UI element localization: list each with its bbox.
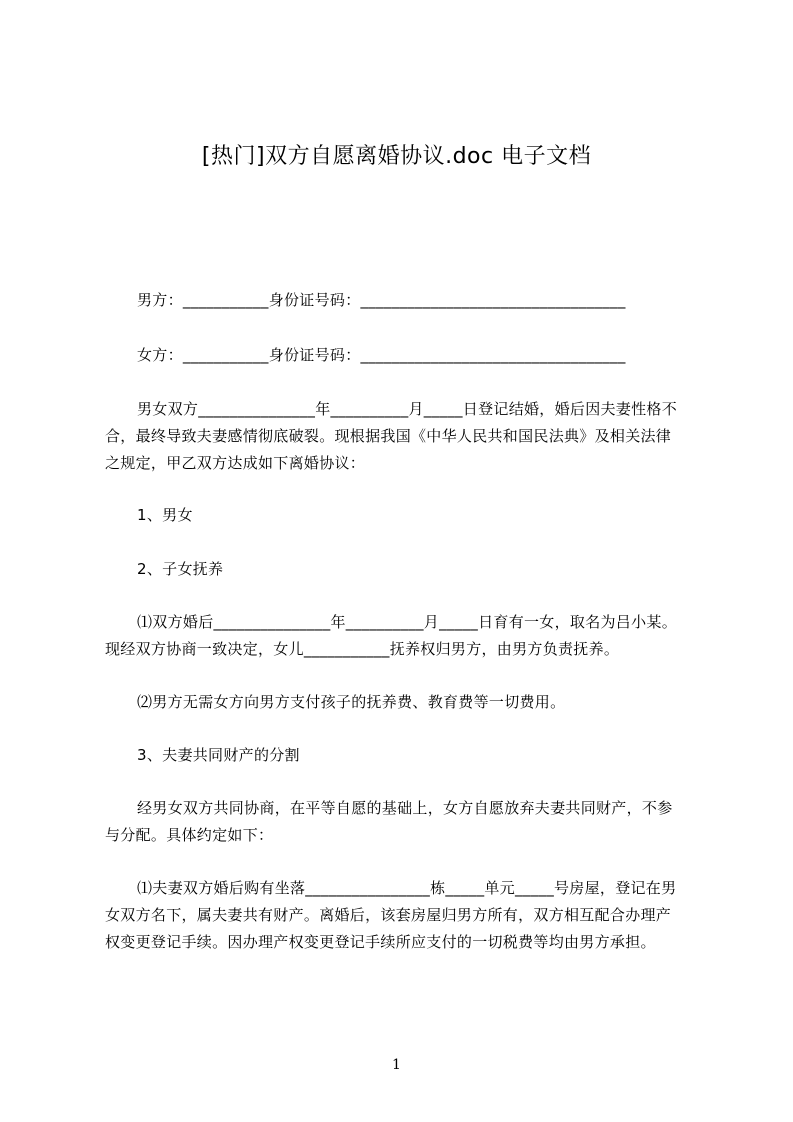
paragraph-line: 经男女双方共同协商，在平等自愿的基础上，女方自愿放弃夫妻共同财产，不参 [137,799,673,817]
paragraph-line: 女双方名下，属夫妻共有财产。离婚后，该套房屋归男方所有，双方相互配合办理产 [105,906,672,924]
woman-party-line: 女方：___________身份证号码：__________________________________ [137,346,626,364]
paragraph-line: ⑴双方婚后_______________年__________月_____日育有一女，取名为吕小某。 [137,613,678,631]
paragraph-line: 与分配。具体约定如下： [105,826,274,844]
paragraph-line: ⑴夫妻双方婚后购有坐落________________栋_____单元_____号房屋，登记在男 [137,879,677,897]
paragraph-line: 之规定，甲乙双方达成如下离婚协议： [105,454,366,472]
document-title: [热门]双方自愿离婚协议.doc 电子文档 [201,144,592,169]
section-heading: 2、子女抚养 [137,560,224,578]
paragraph-line: 现经双方协商一致决定，女儿___________抚养权归男方，由男方负责抚养。 [105,640,620,658]
paragraph-line: 合，最终导致夫妻感情彻底破裂。现根据我国《中华人民共和国民法典》及相关法律 [105,427,672,445]
paragraph-line: ⑵男方无需女方向男方支付孩子的抚养费、教育费等一切费用。 [137,693,566,711]
paragraph-line: 权变更登记手续。因办理产权变更登记手续所应支付的一切税费等均由男方承担。 [105,933,656,951]
page-number: 1 [392,1057,401,1073]
man-party-line: 男方：___________身份证号码：__________________________________ [137,291,626,309]
section-heading: 3、夫妻共同财产的分割 [137,746,300,764]
paragraph-line: 男女双方_______________年__________月_____日登记结婚，婚后因夫妻性格不 [137,400,678,418]
section-heading: 1、男女 [137,506,193,524]
